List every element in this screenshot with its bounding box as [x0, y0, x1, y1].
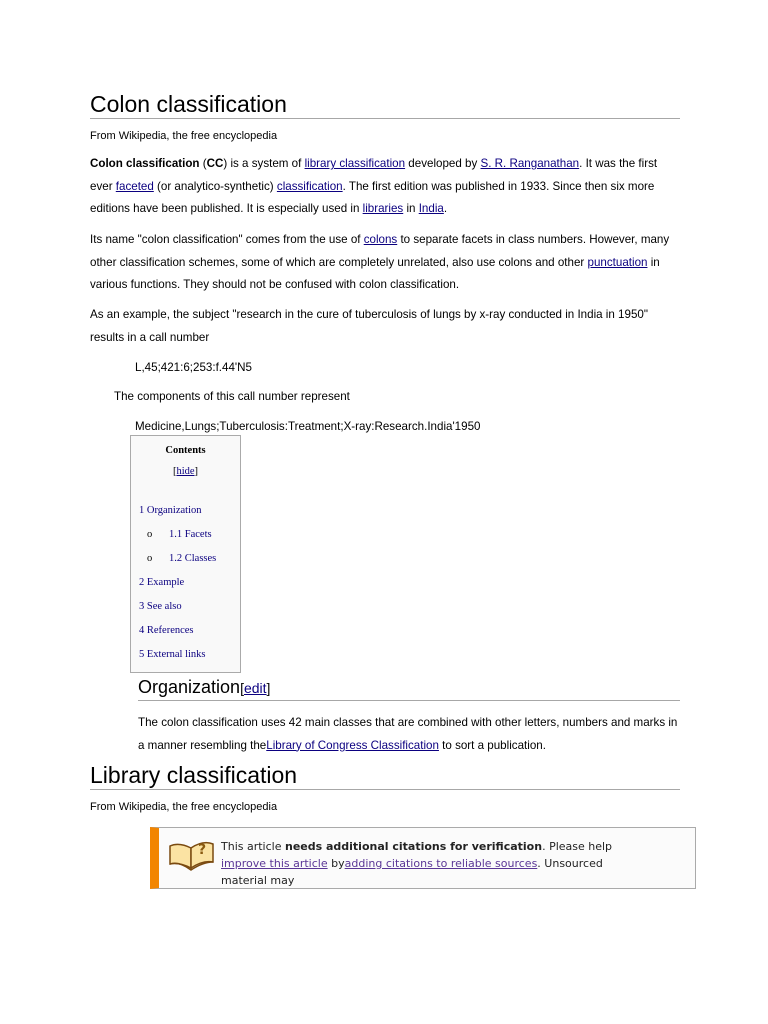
citation-notice-text — [221, 838, 641, 889]
section-heading-organization — [138, 675, 680, 701]
link-ranganathan[interactable]: S. R. Ranganathan — [480, 157, 580, 170]
name-paragraph — [90, 229, 680, 297]
bold-term: Colon classification — [90, 157, 200, 170]
second-page-title: Library classification — [90, 761, 680, 790]
toc-link[interactable]: 5 External links — [139, 649, 206, 660]
link-faceted[interactable]: faceted — [115, 179, 154, 193]
toc-subitem[interactable] — [147, 553, 216, 564]
toc-item[interactable] — [139, 625, 194, 636]
toc-link[interactable]: 2 Example — [139, 577, 185, 588]
link-adding-citations[interactable]: adding citations to reliable sources — [344, 857, 538, 870]
bold-text: needs additional citations for verification — [284, 840, 543, 853]
toc-link[interactable]: 4 References — [139, 625, 194, 636]
text: Its name "colon classification" comes from the use of — [90, 233, 364, 246]
table-of-contents — [130, 435, 241, 673]
intro-paragraph — [90, 153, 680, 221]
toc-hide-control — [131, 466, 240, 477]
text: ) is a system of — [223, 157, 305, 170]
edit-link[interactable]: edit — [243, 680, 267, 696]
toc-item[interactable] — [139, 601, 182, 612]
link-libraries[interactable]: libraries — [362, 202, 404, 215]
abbr: CC — [206, 157, 224, 170]
text: developed by — [405, 157, 481, 170]
link-improve-article[interactable]: improve this article — [221, 857, 328, 870]
text: to sort a publication. — [438, 738, 546, 752]
call-number: L,45;421:6;253:f.44'N5 — [135, 361, 252, 374]
text: (or analytico-synthetic) — [153, 179, 277, 193]
text: in — [403, 202, 419, 215]
link-colons[interactable]: colons — [363, 233, 398, 246]
link-classification[interactable]: classification — [276, 179, 343, 193]
bracket: ] — [194, 466, 199, 477]
page-title: Colon classification — [90, 90, 680, 119]
text: . Unsourced material may — [221, 857, 603, 887]
from-wikipedia-tagline-2: From Wikipedia, the free encyclopedia — [90, 801, 278, 813]
svg-text:?: ? — [198, 842, 207, 858]
example-paragraph: As an example, the subject "research in the cure of tuberculosis of lungs by x-ray conducted in India in 1950" results in a call number — [90, 308, 648, 344]
link-punctuation[interactable]: punctuation — [587, 255, 648, 269]
toc-item[interactable] — [139, 577, 184, 588]
text: . — [443, 202, 448, 215]
toc-item[interactable] — [139, 505, 202, 516]
components-intro: The components of this call number represent — [114, 390, 350, 403]
citation-notice-box — [150, 827, 696, 889]
toc-link[interactable]: 1.1 Facets — [169, 529, 212, 540]
text: . It was the first ever — [90, 157, 658, 193]
edit-control — [240, 680, 270, 696]
toc-hide-link[interactable]: hide — [176, 466, 195, 477]
text: This article — [221, 840, 285, 853]
organization-paragraph — [138, 712, 678, 757]
link-lcc[interactable]: Library of Congress Classification — [266, 738, 439, 752]
book-question-icon — [167, 834, 217, 874]
bracket: [ — [240, 680, 244, 696]
toc-subitem[interactable] — [147, 529, 212, 540]
text: ( — [199, 157, 207, 170]
toc-link[interactable]: 3 See also — [139, 601, 182, 612]
bullet-icon: o — [147, 553, 153, 564]
from-wikipedia-tagline: From Wikipedia, the free encyclopedia — [90, 130, 278, 142]
text: to separate facets in class numbers. However, many other classification schemes, some of which are completely unrelated, also use colons and other — [90, 233, 670, 269]
text: in various functions. They should not be confused with colon classification. — [90, 255, 660, 291]
text: . The first edition was published in 1933. Since then six more editions have been published. It is especially used in — [90, 179, 655, 215]
bracket: ] — [266, 680, 271, 696]
text: . Please help — [542, 840, 613, 853]
link-india[interactable]: India — [418, 202, 444, 215]
toc-title: Contents — [165, 445, 206, 456]
text: by — [327, 857, 345, 870]
toc-link[interactable]: 1.2 Classes — [169, 553, 217, 564]
section-heading-text: Organization — [138, 677, 241, 697]
link-library-classification[interactable]: library classification — [304, 157, 406, 170]
toc-link[interactable]: 1 Organization — [139, 505, 202, 516]
components: Medicine,Lungs;Tuberculosis:Treatment;X-ray:Research.India'1950 — [135, 420, 481, 433]
bracket: [ — [172, 466, 177, 477]
bullet-icon: o — [147, 529, 153, 540]
text: The colon classification uses 42 main classes that are combined with other letters, numbers and marks in a manner resembling the — [138, 716, 678, 752]
toc-item[interactable] — [139, 649, 206, 660]
